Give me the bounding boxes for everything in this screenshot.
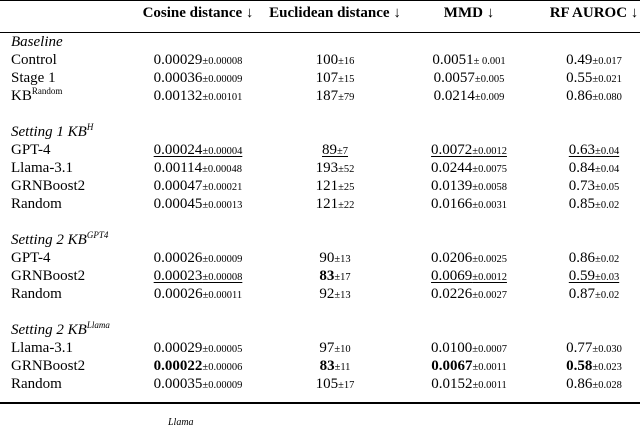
cell-error: ±0.02 — [595, 290, 620, 301]
section-title — [11, 32, 63, 52]
cell-value: 0.00132 — [153, 88, 203, 104]
cell-error: ±17 — [338, 380, 355, 391]
row-label-text: Random — [11, 196, 62, 212]
cell-error: ±0.023 — [592, 362, 622, 373]
cell-value: 121 — [315, 178, 339, 194]
table-cell — [566, 374, 622, 396]
cell-value: 0.0051 — [432, 52, 474, 68]
section-title-superscript: GPT4 — [86, 230, 109, 240]
truncated-caption-text: Llama — [168, 417, 194, 428]
row-label — [11, 266, 85, 286]
cell-value: 0.00036 — [153, 70, 203, 86]
cell-error: ±0.0012 — [472, 272, 507, 283]
cell-error: ±17 — [334, 272, 351, 283]
cell-value: 0.00022 — [153, 358, 203, 374]
cell-value: 0.0069 — [431, 268, 473, 284]
column-header: Cosine distance ↓ — [142, 5, 254, 21]
cell-error: ±25 — [338, 182, 355, 193]
cell-error: ±0.005 — [474, 74, 505, 85]
cell-error: ±0.00008 — [202, 272, 243, 283]
table-row — [0, 194, 640, 214]
cell-error: ±22 — [338, 200, 355, 211]
cell-error: ±0.02 — [595, 254, 620, 265]
cell-error: ±0.00009 — [202, 254, 243, 265]
cell-value: 0.0226 — [431, 286, 473, 302]
section-title-text: Setting 2 KB — [11, 232, 87, 248]
cell-value: 83 — [319, 358, 335, 374]
table-cell — [154, 284, 242, 306]
table-row — [0, 176, 640, 196]
row-label-text: GPT-4 — [11, 250, 51, 266]
cell-value: 0.86 — [566, 88, 593, 104]
table-row — [0, 50, 640, 70]
cell-error: ±0.00021 — [202, 182, 243, 193]
cell-error: ±13 — [334, 290, 351, 301]
top-rule — [0, 0, 640, 1]
table-row — [0, 374, 640, 394]
table-row — [0, 338, 640, 358]
table-cell — [316, 194, 355, 216]
table-cell — [566, 86, 622, 108]
table-cell — [316, 86, 355, 108]
cell-error: ±0.0031 — [472, 200, 507, 211]
cell-value: 83 — [319, 268, 335, 284]
cell-value: 107 — [315, 70, 339, 86]
row-label-superscript: Random — [31, 86, 63, 96]
cell-value: 0.58 — [566, 358, 593, 374]
cell-error: ±0.00006 — [202, 362, 243, 373]
section-title-superscript: H — [86, 122, 94, 132]
section-title-row — [0, 230, 640, 250]
cell-value: 0.0067 — [431, 358, 473, 374]
section-title-text: Baseline — [11, 34, 63, 50]
cell-error: ±15 — [338, 74, 355, 85]
table-cell — [431, 194, 507, 216]
cell-error: ±0.02 — [595, 200, 620, 211]
row-label — [11, 284, 62, 304]
cell-value: 0.00024 — [153, 142, 203, 158]
cell-value: 0.00029 — [153, 340, 203, 356]
cell-error: ±0.0011 — [472, 362, 507, 373]
section-title — [11, 122, 93, 142]
cell-value: 0.00035 — [153, 376, 203, 392]
section-title — [11, 230, 108, 250]
table-row — [0, 140, 640, 160]
cell-value: 0.0057 — [433, 70, 475, 86]
cell-error: ±0.00101 — [202, 92, 243, 103]
cell-value: 121 — [315, 196, 339, 212]
table-cell — [431, 374, 507, 396]
cell-error: ±0.0058 — [472, 182, 507, 193]
cell-error: ±0.0025 — [472, 254, 507, 265]
cell-error: ±0.00009 — [202, 380, 243, 391]
cell-value: 0.85 — [568, 196, 596, 212]
cell-value: 193 — [315, 160, 339, 176]
table-cell — [434, 86, 505, 108]
row-label-text: Random — [11, 286, 62, 302]
cell-value: 0.0139 — [431, 178, 473, 194]
cell-value: 0.00023 — [153, 268, 203, 284]
row-label — [11, 176, 85, 196]
row-label — [11, 374, 62, 394]
cell-value: 0.0166 — [431, 196, 473, 212]
cell-error: ±11 — [334, 362, 351, 373]
cell-value: 0.00029 — [153, 52, 203, 68]
table-cell — [319, 284, 350, 306]
cell-error: ±13 — [334, 254, 351, 265]
cell-error: ±10 — [334, 344, 351, 355]
cell-value: 105 — [315, 376, 339, 392]
row-label-text: Llama-3.1 — [11, 160, 74, 176]
row-label — [11, 140, 50, 160]
row-label-text: GRNBoost2 — [11, 178, 86, 194]
row-label-text: Control — [11, 52, 57, 68]
row-label — [11, 86, 62, 106]
cell-value: 0.00114 — [153, 160, 203, 176]
cell-error: ±0.00008 — [202, 56, 243, 67]
cell-value: 0.0152 — [431, 376, 473, 392]
table-row — [0, 284, 640, 304]
cell-error: ±0.04 — [595, 164, 620, 175]
row-label — [11, 158, 73, 178]
column-header: Euclidean distance ↓ — [269, 5, 401, 21]
cell-value: 0.00047 — [153, 178, 203, 194]
cell-value: 0.0244 — [431, 160, 473, 176]
cell-value: 0.55 — [566, 70, 593, 86]
row-label — [11, 194, 62, 214]
cell-error: ±0.021 — [592, 74, 622, 85]
cell-value: 0.86 — [568, 250, 596, 266]
cell-error: ±0.028 — [592, 380, 622, 391]
cell-error: ±79 — [338, 92, 355, 103]
cell-value: 0.73 — [568, 178, 596, 194]
row-label-text: KB — [11, 88, 32, 104]
row-label-text: GRNBoost2 — [11, 268, 86, 284]
section-title-row — [0, 122, 640, 142]
cell-error: ±0.00011 — [202, 290, 243, 301]
cell-error: ±0.05 — [595, 182, 620, 193]
cell-error: ±0.0007 — [472, 344, 507, 355]
table-cell — [569, 194, 619, 216]
cell-value: 0.0206 — [431, 250, 473, 266]
section-title-superscript: Llama — [86, 320, 110, 330]
row-label-text: Random — [11, 376, 62, 392]
row-label — [11, 356, 85, 376]
table-row — [0, 86, 640, 106]
table-cell — [154, 374, 243, 396]
cell-error: ±0.00004 — [202, 146, 243, 157]
cell-error: ±0.0075 — [472, 164, 507, 175]
cell-value: 0.63 — [568, 142, 596, 158]
section-title-row — [0, 32, 640, 52]
row-label — [11, 248, 50, 268]
cell-value: 92 — [319, 286, 335, 302]
cell-value: 0.84 — [568, 160, 596, 176]
cell-error: ±0.030 — [592, 344, 622, 355]
cell-value: 97 — [319, 340, 335, 356]
table-row — [0, 266, 640, 286]
cell-error: ±0.04 — [595, 146, 620, 157]
table-cell — [431, 284, 507, 306]
cell-value: 0.86 — [566, 376, 593, 392]
cell-error: ±16 — [338, 56, 355, 67]
cell-error: ±0.017 — [592, 56, 622, 67]
cell-error: ±52 — [338, 164, 355, 175]
table-cell — [154, 86, 243, 108]
cell-value: 0.59 — [568, 268, 596, 284]
table-row — [0, 68, 640, 88]
cell-value: 90 — [319, 250, 335, 266]
row-label-text: GRNBoost2 — [11, 358, 86, 374]
cell-value: 0.00026 — [153, 286, 203, 302]
row-label — [11, 50, 57, 70]
cell-error: ±0.00005 — [202, 344, 243, 355]
table-row — [0, 248, 640, 268]
cell-error: ±0.00013 — [202, 200, 243, 211]
cell-value: 187 — [315, 88, 339, 104]
table-cell — [569, 284, 619, 306]
cell-value: 0.77 — [566, 340, 593, 356]
cell-value: 0.0214 — [433, 88, 475, 104]
cell-error: ±0.03 — [595, 272, 620, 283]
table-cell — [316, 374, 355, 396]
cell-error: ±7 — [336, 146, 349, 157]
cell-value: 0.0100 — [431, 340, 473, 356]
cell-value: 0.00045 — [153, 196, 203, 212]
table-row — [0, 158, 640, 178]
cell-error: ±0.009 — [474, 92, 505, 103]
row-label-text: Stage 1 — [11, 70, 56, 86]
column-header: MMD ↓ — [443, 5, 495, 21]
cell-error: ±0.00009 — [202, 74, 243, 85]
cell-value: 89 — [321, 142, 337, 158]
cell-value: 0.87 — [568, 286, 596, 302]
cell-value: 100 — [315, 52, 339, 68]
table-row — [0, 356, 640, 376]
cell-value: 0.49 — [566, 52, 593, 68]
section-title-text: Setting 2 KB — [11, 322, 87, 338]
cell-error: ±0.0012 — [472, 146, 507, 157]
cell-value: 0.00026 — [153, 250, 203, 266]
cell-error: ±0.0011 — [472, 380, 507, 391]
row-label-text: Llama-3.1 — [11, 340, 74, 356]
row-label — [11, 338, 73, 358]
cell-error: ±0.0027 — [472, 290, 507, 301]
row-label — [11, 68, 56, 88]
cell-value: 0.0072 — [431, 142, 473, 158]
section-title-row — [0, 320, 640, 340]
section-title — [11, 320, 110, 340]
bottom-rule — [0, 402, 640, 404]
row-label-text: GPT-4 — [11, 142, 51, 158]
column-header: RF AUROC ↓ — [549, 5, 639, 21]
cell-error: ±0.00048 — [202, 164, 243, 175]
table-cell — [154, 194, 243, 216]
cell-error: ± 0.001 — [473, 56, 506, 67]
cell-error: ±0.080 — [592, 92, 622, 103]
section-title-text: Setting 1 KB — [11, 124, 87, 140]
